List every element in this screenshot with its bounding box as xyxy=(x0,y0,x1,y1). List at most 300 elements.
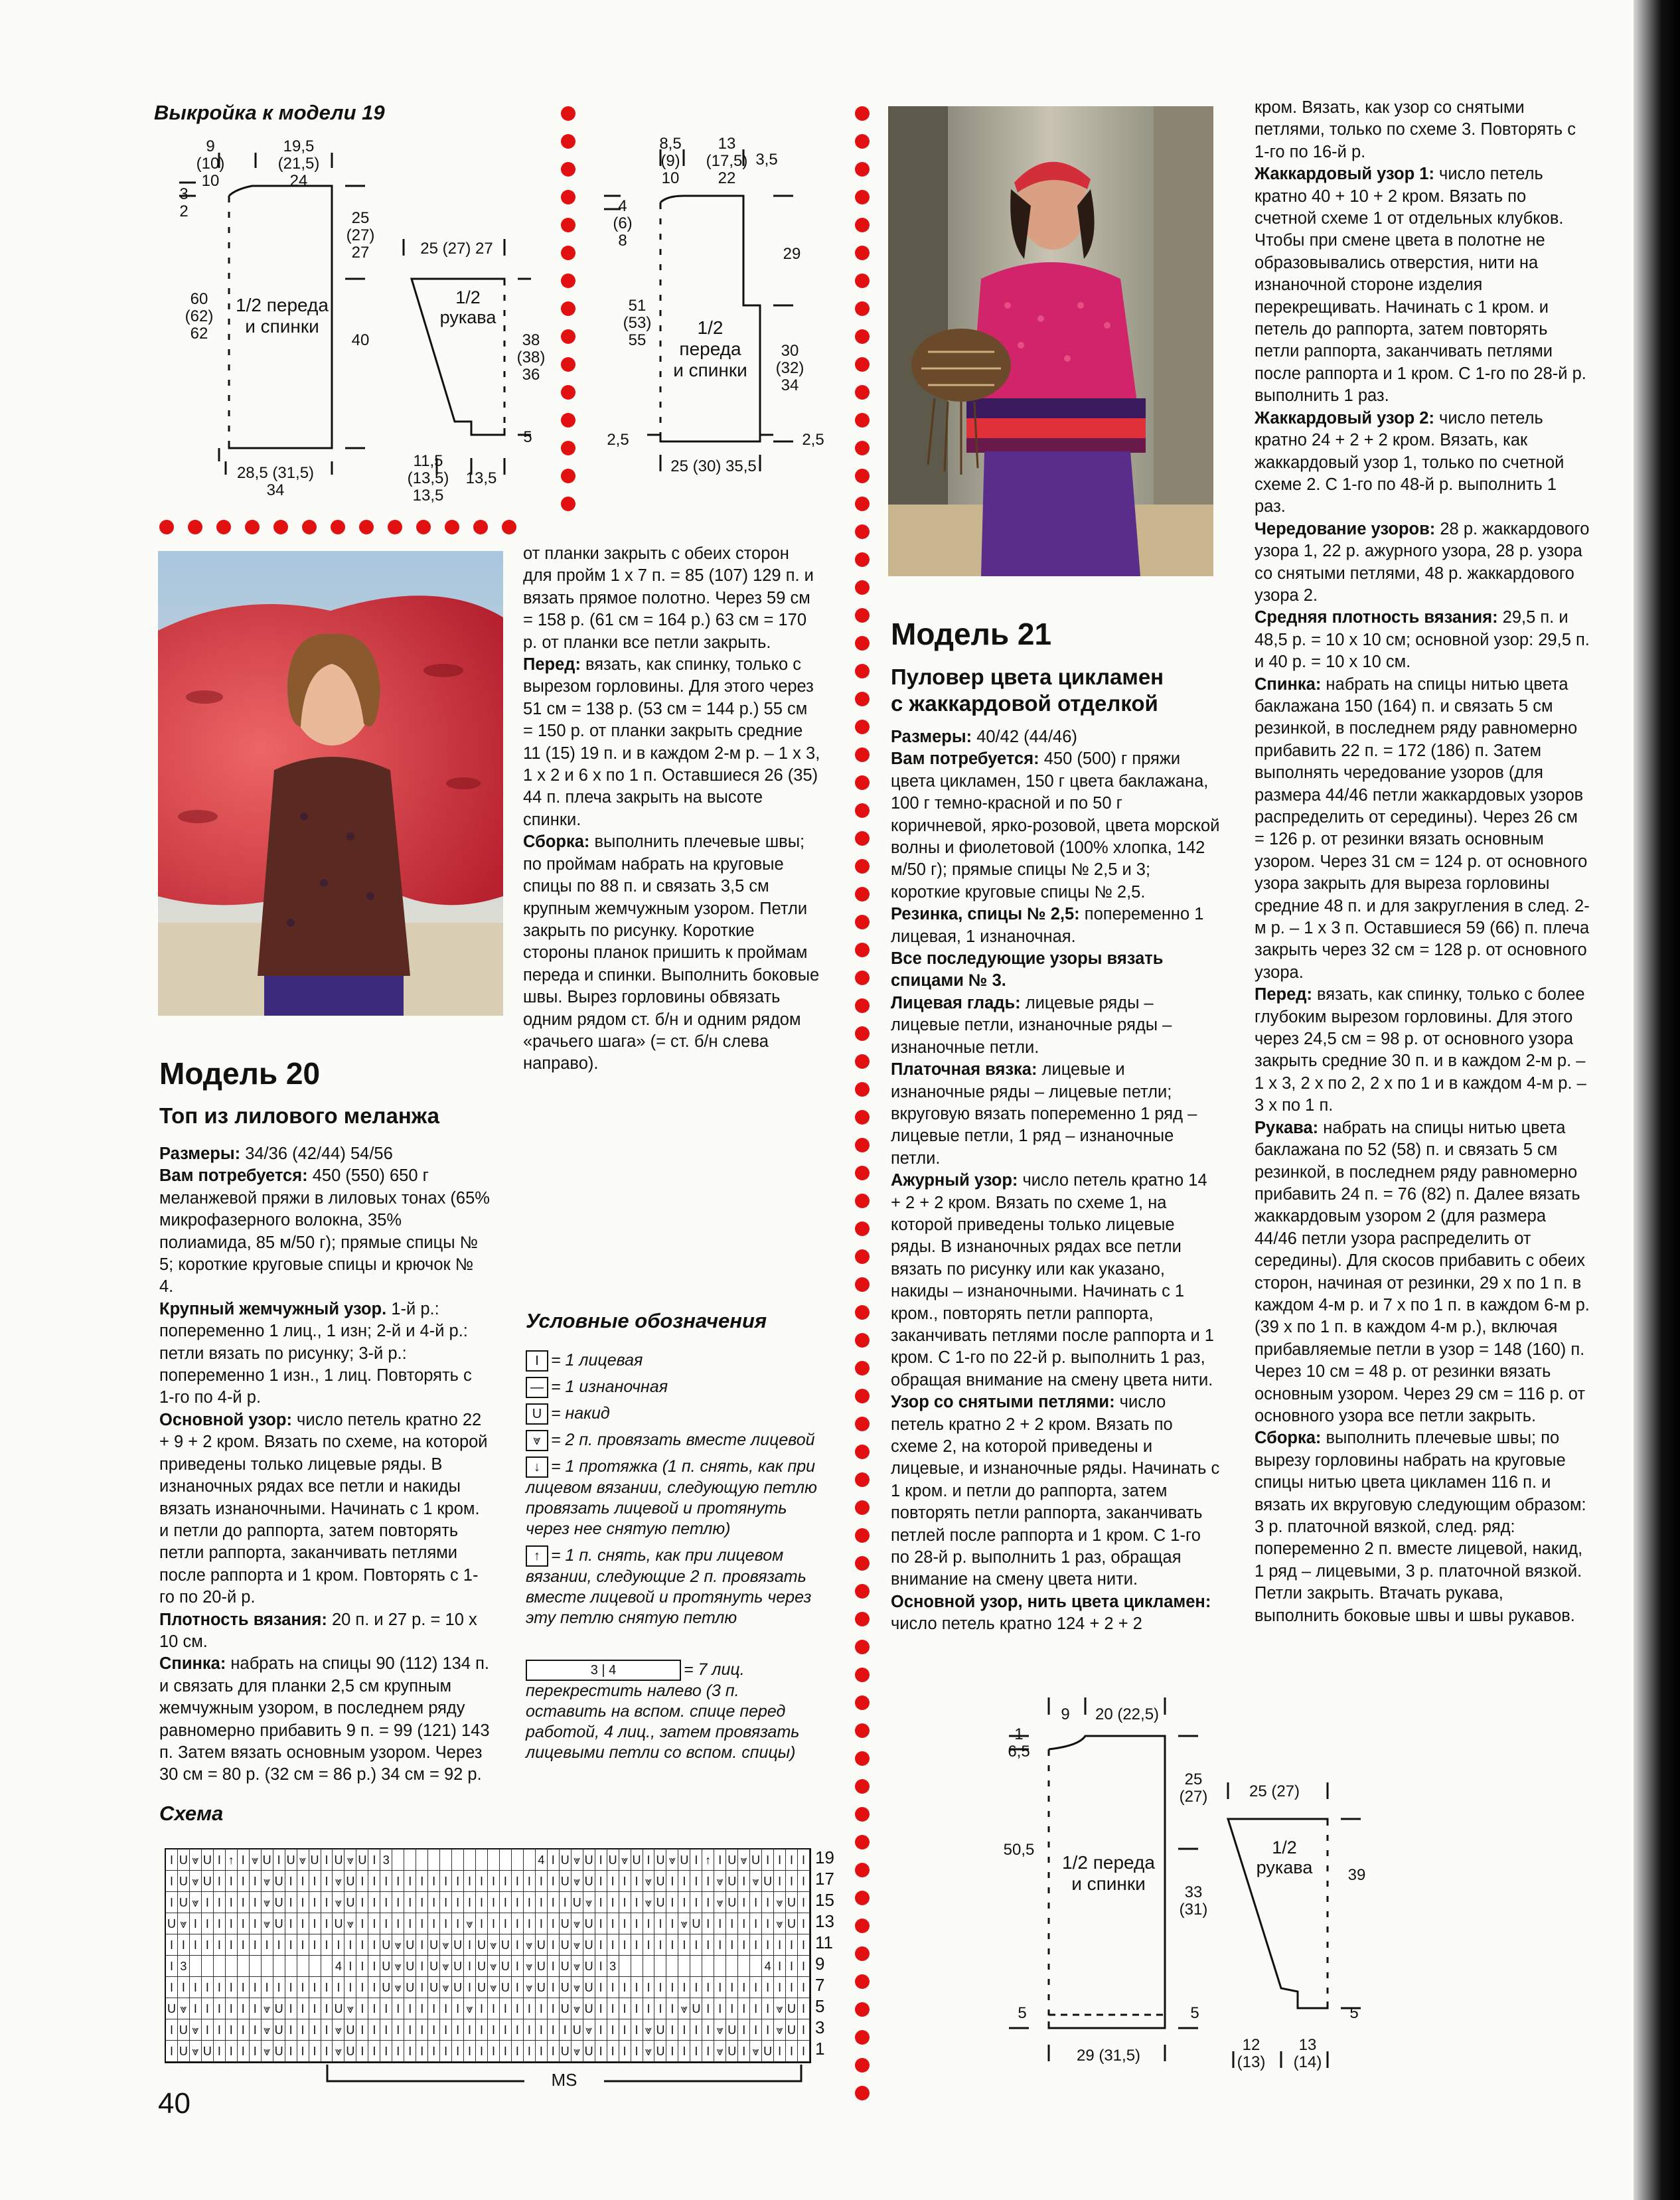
schema-cell: I xyxy=(548,1849,560,1871)
schema-cell xyxy=(488,1849,500,1871)
separator-dot xyxy=(855,1194,870,1208)
schema-cell: I xyxy=(631,1977,643,1998)
schema-cell: ⩔ xyxy=(572,1849,583,1871)
schema-title: Схема xyxy=(159,1802,224,1825)
schema-cell: ⩔ xyxy=(333,1871,344,1892)
schema-cell: U xyxy=(428,1934,440,1956)
schema-cell xyxy=(619,1956,631,1977)
p19-offsets: 3 2 xyxy=(179,185,189,220)
p19b-height-left: 51 (53) 55 xyxy=(623,297,652,349)
schema-cell: I xyxy=(678,1871,690,1892)
schema-cell: ⩔ xyxy=(774,2019,786,2041)
schema-cell: I xyxy=(774,1977,786,1998)
schema-cell: I xyxy=(238,1913,250,1934)
separator-dot xyxy=(855,608,870,623)
schema-cell: I xyxy=(500,1913,512,1934)
schema-cell: U xyxy=(786,1892,798,1913)
schema-cell: I xyxy=(404,2041,416,2062)
schema-cell: I xyxy=(488,2019,500,2041)
schema-cell: I xyxy=(524,2041,536,2062)
schema-cell: I xyxy=(666,1892,678,1913)
schema-cell: U xyxy=(560,1849,572,1871)
legend-item xyxy=(526,1403,824,1425)
separator-dot xyxy=(855,943,870,957)
photo-model-21 xyxy=(888,106,1213,576)
schema-cell: I xyxy=(166,1956,178,1977)
m20c2-p2: Сборка: выполнить плечевые швы; по проймам набрать на круговые спицы по 88 п. и связать 3,5 см крупным жемчужным узором. Петли закрыть по рисунку. Короткие стороны планок пришить к проймам переда и спинки. Выполнить боковые швы. Вырез горловины обвязать одним рядом ст. б/н и одним рядом «рачьего шага» (= ст. б/н слева направо). xyxy=(523,832,820,1073)
schema-cell: I xyxy=(321,1934,333,1956)
separator-dot xyxy=(855,441,870,455)
p19-piece-label: 1/2 переда и спинки xyxy=(236,295,329,337)
schema-cell: ⩔ xyxy=(774,1998,786,2019)
m21c2-p8: Сборка: выполнить плечевые швы; по вырезу горловины набрать на круговые спицы нитью цвета цикламен 116 п. и вязать их вкруговую следующим образом: 3 р. платочной вязкой, след. ряд: попеременно 2 п. вместе лицевой, накид, 1 ряд – лицевыми, 3 р. платочной вязкой. Петли закрыть. Втачать рукава, выполнить боковые швы и швы рукавов. xyxy=(1255,1429,1586,1625)
schema-cell: I xyxy=(607,1998,619,2019)
schema-cell: ⩔ xyxy=(643,2019,655,2041)
m21c1-p7: Узор со снятыми петлями: число петель кратно 2 + 2 кром. Вязать по схеме 2, на которой приведены и лицевые, и изнаночные ряды. Начинать с 1 кром. и петли до раппорта, затем повторять петли раппорта, заканчивать петлей после раппорта и 1 кром. С 1-го по 28-й р. выполнить 1 раз, обращая внимание на смену цвета нити. xyxy=(891,1393,1220,1589)
schema-cell xyxy=(702,1956,714,1977)
separator-dot xyxy=(855,1249,870,1264)
separator-dot xyxy=(445,520,459,534)
schema-cell: U xyxy=(726,2019,738,2041)
schema-cell: I xyxy=(524,1913,536,1934)
schema-cell: I xyxy=(416,1892,428,1913)
p21-hem-left: 5 xyxy=(1018,2004,1027,2022)
schema-cell: I xyxy=(416,1871,428,1892)
schema-cell: I xyxy=(512,1956,524,1977)
separator-dot xyxy=(561,385,575,400)
schema-cell xyxy=(726,1956,738,1977)
schema-cell xyxy=(440,1849,452,1871)
separator-dot xyxy=(502,520,516,534)
schema-cell: ⩔ xyxy=(643,1871,655,1892)
schema-cell: 4 xyxy=(333,1956,344,1977)
schema-cell: I xyxy=(666,1934,678,1956)
p19-sleeve-label: 1/2 рукава xyxy=(439,287,496,327)
schema-cell: I xyxy=(226,1977,238,1998)
schema-row-number: 17 xyxy=(815,1869,834,1889)
schema-cell: I xyxy=(738,1871,750,1892)
schema-cell: U xyxy=(560,1934,572,1956)
schema-cell: U xyxy=(476,1977,488,1998)
schema-cell: I xyxy=(321,1998,333,2019)
schema-cell: ⩔ xyxy=(464,1913,476,1934)
schema-cell: I xyxy=(356,1998,368,2019)
p21-offsets: 1 6,5 xyxy=(1008,1725,1030,1761)
schema-cell: I xyxy=(428,1913,440,1934)
schema-cell: I xyxy=(321,1977,333,1998)
schema-cell: I xyxy=(238,1934,250,1956)
m20c1-p4: Плотность вязания: 20 п. и 27 р. = 10 х 10 см. xyxy=(159,1610,477,1651)
schema-cell: ⩔ xyxy=(524,1977,536,1998)
schema-cell: I xyxy=(344,1934,356,1956)
schema-cell: I xyxy=(380,1913,392,1934)
m21c1-p1: Вам потребуется: 450 (500) г пряжи цвета цикламен, 150 г цвета баклажана, 100 г темно-красной и по 50 г коричневой, ярко-розовой, цвета морской волны и фиолетовой (100% хлопка, 142 м/50 г); прямые спицы № 2,5 и 3; короткие круговые спицы № 2,5. xyxy=(891,749,1220,902)
separator-dot xyxy=(855,1277,870,1292)
schema-cell: I xyxy=(488,1892,500,1913)
schema-cell: ⩔ xyxy=(392,1934,404,1956)
p19-height-right-bottom: 40 xyxy=(351,331,370,349)
schema-cell: I xyxy=(726,1934,738,1956)
schema-cell: I xyxy=(226,1998,238,2019)
schema-cell: I xyxy=(238,1892,250,1913)
schema-cell: ⩔ xyxy=(392,1956,404,1977)
separator-dot xyxy=(855,357,870,372)
schema-cell: I xyxy=(285,1934,297,1956)
schema-cell: I xyxy=(595,2041,607,2062)
schema-cell: 3 xyxy=(178,1956,190,1977)
schema-cell: I xyxy=(166,1977,178,1998)
schema-cell: I xyxy=(202,1892,214,1913)
schema-cell: U xyxy=(536,1956,548,1977)
schema-cell: ⩔ xyxy=(572,1934,583,1956)
schema-cell: I xyxy=(690,2041,702,2062)
schema-cell: I xyxy=(428,2041,440,2062)
model20-subtitle: Топ из лилового меланжа xyxy=(159,1103,439,1128)
schema-cell xyxy=(262,1956,273,1977)
schema-cell: U xyxy=(262,1849,273,1871)
separator-dot xyxy=(561,134,575,149)
separator-dot xyxy=(561,106,575,121)
schema-cell: ⩔ xyxy=(714,1871,726,1892)
schema-cell: U xyxy=(202,2041,214,2062)
schema-cell: I xyxy=(464,1934,476,1956)
schema-cell: U xyxy=(572,2019,583,2041)
schema-cell: I xyxy=(512,2019,524,2041)
schema-cell: I xyxy=(512,1892,524,1913)
schema-cell: U xyxy=(178,2019,190,2041)
schema-cell: I xyxy=(166,1892,178,1913)
schema-cell: U xyxy=(654,1871,666,1892)
schema-cell: I xyxy=(666,1977,678,1998)
schema-cell: I xyxy=(690,2019,702,2041)
schema-cell: I xyxy=(500,2041,512,2062)
separator-dot xyxy=(855,1138,870,1152)
schema-cell: ⩔ xyxy=(750,1871,762,1892)
schema-cell: U xyxy=(452,1956,464,1977)
schema-cell: I xyxy=(726,1977,738,1998)
schema-cell xyxy=(476,1849,488,1871)
schema-cell: I xyxy=(344,1956,356,1977)
schema-cell: U xyxy=(500,1977,512,1998)
p19b-height-right-bottom: 30 (32) 34 xyxy=(775,342,804,394)
schema-cell: I xyxy=(440,2019,452,2041)
separator-dot xyxy=(855,274,870,288)
schema-row-number: 19 xyxy=(815,1847,834,1867)
schema-cell: I xyxy=(238,1871,250,1892)
schema-cell: I xyxy=(714,1913,726,1934)
legend-item xyxy=(526,1456,824,1539)
schema-cell: U xyxy=(690,1998,702,2019)
schema-cell: I xyxy=(798,1934,810,1956)
schema-cell xyxy=(714,1956,726,1977)
schema-cell: ⩔ xyxy=(262,2041,273,2062)
schema-cell: ⩔ xyxy=(333,2041,344,2062)
separator-dot xyxy=(855,915,870,929)
separator-dot xyxy=(855,413,870,428)
schema-cell: I xyxy=(214,1871,226,1892)
p19-height-left: 60 (62) 62 xyxy=(185,290,214,343)
schema-cell: I xyxy=(380,1998,392,2019)
schema-cell: I xyxy=(500,1871,512,1892)
schema-cell: I xyxy=(678,1892,690,1913)
separator-dot xyxy=(855,190,870,204)
legend-text: = 1 протяжка (1 п. снять, как при лицевом вязании, следующую петлю провязать лицевой и протянуть через нее снятую петлю) xyxy=(526,1457,817,1539)
schema-cell: I xyxy=(464,1892,476,1913)
model21-text-col1 xyxy=(891,726,1221,1636)
schema-cell: I xyxy=(666,1913,678,1934)
p21-height-right-top: 25 (27) xyxy=(1179,1770,1208,1806)
schema-cell: I xyxy=(321,1913,333,1934)
schema-cell: I xyxy=(250,2019,262,2041)
schema-cell: I xyxy=(654,1913,666,1934)
schema-cell: I xyxy=(440,2041,452,2062)
m21c2-p0: кром. Вязать, как узор со снятыми петлями, только по схеме 3. Повторять с 1-го по 16-й р. xyxy=(1255,98,1576,161)
schema-cell: ⩔ xyxy=(440,1956,452,1977)
schema-cell: I xyxy=(619,2019,631,2041)
schema-cell: I xyxy=(297,1913,309,1934)
schema-cell: U xyxy=(166,1998,178,2019)
schema-cell: I xyxy=(321,2019,333,2041)
m20c1-p0: Размеры: 34/36 (42/44) 54/56 xyxy=(159,1144,393,1163)
p19-height-right-top: 25 (27) 27 xyxy=(346,209,375,262)
m21c1-p3: Все последующие узоры вязать спицами № 3. xyxy=(891,949,1164,990)
schema-cell: ⩔ xyxy=(190,1892,202,1913)
p19-w2: 19,5 (21,5) 24 xyxy=(277,137,320,190)
schema-cell: U xyxy=(560,1871,572,1892)
separator-dot xyxy=(416,520,431,534)
schema-cell: U xyxy=(309,1849,321,1871)
schema-cell: I xyxy=(774,1934,786,1956)
page-number: 40 xyxy=(158,2087,191,2120)
schema-cell: ⩔ xyxy=(750,2041,762,2062)
schema-cell xyxy=(678,1956,690,1977)
legend-item xyxy=(526,1377,824,1398)
schema-cell: U xyxy=(344,2019,356,2041)
m21c1-p2: Резинка, спицы № 2,5: попеременно 1 лицевая, 1 изнаночная. xyxy=(891,905,1204,946)
schema-cell: I xyxy=(297,1934,309,1956)
schema-cell: I xyxy=(356,1956,368,1977)
schema-cell: U xyxy=(726,1849,738,1871)
schema-cell: I xyxy=(285,1871,297,1892)
p19-sleeve-bottom-2: 13,5 xyxy=(465,469,497,487)
schema-cell: I xyxy=(798,1977,810,1998)
p21-sleeve-cuff: 5 xyxy=(1349,2004,1359,2022)
schema-cell xyxy=(238,1956,250,1977)
p19b-bottom-width: 25 (30) 35,5 xyxy=(670,457,757,475)
schema-cell: I xyxy=(500,2019,512,2041)
schema-cell: I xyxy=(631,1913,643,1934)
schema-cell: I xyxy=(202,2019,214,2041)
schema-cell: U xyxy=(404,1934,416,1956)
schema-cell: I xyxy=(440,1871,452,1892)
schema-cell: I xyxy=(368,1849,380,1871)
schema-cell: I xyxy=(512,1998,524,2019)
schema-cell: U xyxy=(786,2019,798,2041)
schema-cell: ⩔ xyxy=(738,1849,750,1871)
separator-dot xyxy=(855,2002,870,2017)
schema-cell: U xyxy=(572,1892,583,1913)
schema-row-number: 3 xyxy=(815,2017,825,2037)
schema-cell: I xyxy=(714,1849,726,1871)
schema-cell: U xyxy=(166,1913,178,1934)
schema-row-number: 13 xyxy=(815,1911,834,1931)
separator-dot xyxy=(855,859,870,874)
schema-cell: U xyxy=(762,1871,774,1892)
schema-cell: ⩔ xyxy=(774,1892,786,1913)
schema-cell: ⩔ xyxy=(333,1892,344,1913)
legend-text: = 1 лицевая xyxy=(551,1351,643,1370)
p21-sleeve-bottom-1: 12 (13) xyxy=(1237,2036,1266,2071)
schema-cell: ⩔ xyxy=(524,1934,536,1956)
schema-cell: I xyxy=(619,1892,631,1913)
separator-dot xyxy=(561,441,575,455)
schema-cell: ⩔ xyxy=(344,1849,356,1871)
p19b-w3: 3,5 xyxy=(755,151,778,169)
schema-cell xyxy=(643,1956,655,1977)
separator-dot xyxy=(188,520,202,534)
schema-cell: ↑ xyxy=(226,1849,238,1871)
schema-cell: I xyxy=(786,1934,798,1956)
legend-item xyxy=(526,1350,824,1372)
schema-cell: I xyxy=(548,1913,560,1934)
schema-cell: I xyxy=(392,1871,404,1892)
schema-cell xyxy=(750,1956,762,1977)
schema-cell: I xyxy=(536,2019,548,2041)
schema-cell: I xyxy=(738,1998,750,2019)
schema-cell: I xyxy=(250,1998,262,2019)
schema-cell: I xyxy=(356,2019,368,2041)
schema-cell: I xyxy=(368,1956,380,1977)
separator-dot xyxy=(855,1695,870,1710)
schema-cell: I xyxy=(368,1998,380,2019)
schema-cell: I xyxy=(250,1977,262,1998)
schema-cell: ⩔ xyxy=(714,1892,726,1913)
schema-cell: I xyxy=(464,2019,476,2041)
schema-cell: I xyxy=(285,1892,297,1913)
schema-cell: I xyxy=(666,1871,678,1892)
m21c2-p1: Жаккардовый узор 1: число петель кратно 40 + 10 + 2 кром. Вязать по счетной схеме 1 от отдельных клубков. Чтобы при смене цвета в полотне не образовывались отверстия, нити на изнаночной стороне изделия перекрещивать. Начинать с 1 кром. и петель до раппорта, затем повторять петли раппорта, заканчивать петлями после раппорта и 1 кром. С 1-го по 28-й р. выполнить 1 раз. xyxy=(1255,165,1586,406)
schema-cell: U xyxy=(380,1956,392,1977)
schema-cell: ⩔ xyxy=(178,1998,190,2019)
schema-cell: I xyxy=(262,1934,273,1956)
schema-cell: I xyxy=(702,1998,714,2019)
schema-cell: I xyxy=(380,1871,392,1892)
schema-cell xyxy=(404,1849,416,1871)
schema-cell: I xyxy=(333,1977,344,1998)
schema-row-number: 15 xyxy=(815,1890,834,1910)
schema-cell: 3 xyxy=(607,1956,619,1977)
schema-cell: U xyxy=(273,1871,285,1892)
schema-cell: I xyxy=(595,1913,607,1934)
schema-cell: U xyxy=(726,2041,738,2062)
schema-cell: I xyxy=(798,1892,810,1913)
schema-cell: I xyxy=(702,1871,714,1892)
separator-dot xyxy=(855,1974,870,1989)
schema-cell: U xyxy=(333,1998,344,2019)
schema-cell: I xyxy=(619,1913,631,1934)
schema-cell xyxy=(666,1956,678,1977)
schema-cell: ⩔ xyxy=(643,1892,655,1913)
schema-cell: I xyxy=(750,2019,762,2041)
schema-cell: I xyxy=(416,1977,428,1998)
schema-cell: U xyxy=(476,1934,488,1956)
schema-cell: I xyxy=(428,1892,440,1913)
schema-cell: I xyxy=(762,1977,774,1998)
schema-cell: I xyxy=(226,2041,238,2062)
schema-cell: U xyxy=(273,2041,285,2062)
m21c1-p8: Основной узор, нить цвета цикламен: число петель кратно 124 + 2 + 2 xyxy=(891,1592,1211,1634)
separator-dot xyxy=(855,385,870,400)
schema-cell: U xyxy=(452,1977,464,1998)
schema-cell: I xyxy=(464,1977,476,1998)
schema-cell: I xyxy=(452,1998,464,2019)
schema-cell: I xyxy=(452,2041,464,2062)
schema-cell: I xyxy=(738,1892,750,1913)
schema-cell: I xyxy=(226,1871,238,1892)
schema-cell: I xyxy=(666,1998,678,2019)
p21-height-right-bottom: 33 (31) xyxy=(1179,1883,1208,1919)
schema-cell: I xyxy=(250,1871,262,1892)
p19-sleeve-height: 38 (38) 36 xyxy=(516,331,546,384)
schema-row-number: 11 xyxy=(815,1932,833,1952)
schema-cell: I xyxy=(726,1913,738,1934)
schema-cell: I xyxy=(309,1892,321,1913)
schema-cell: U xyxy=(273,2019,285,2041)
schema-cell: I xyxy=(368,1913,380,1934)
schema-cell: I xyxy=(178,1934,190,1956)
schema-cell: I xyxy=(214,1934,226,1956)
p21-sleeve-top: 25 (27) xyxy=(1249,1782,1300,1800)
separator-dot xyxy=(855,1389,870,1403)
m21c2-p4: Средняя плотность вязания: 29,5 п. и 48,5 р. = 10 х 10 см; основной узор: 29,5 п. и 40 р. = 10 х 10 см. xyxy=(1255,608,1590,672)
schema-cell: U xyxy=(583,1956,595,1977)
schema-cell: I xyxy=(786,1956,798,1977)
legend-symbol: U xyxy=(526,1403,548,1425)
schema-cell: I xyxy=(368,1892,380,1913)
schema-cell: ⩔ xyxy=(619,1849,631,1871)
schema-cell: I xyxy=(619,1934,631,1956)
schema-cell: I xyxy=(309,1977,321,1998)
schema-cell: ⩔ xyxy=(572,2041,583,2062)
schema-cell xyxy=(452,1849,464,1871)
schema-cell xyxy=(428,1849,440,1871)
separator-dot xyxy=(855,2086,870,2100)
separator-dot xyxy=(855,1054,870,1069)
schema-cell: ⩔ xyxy=(643,2041,655,2062)
schema-cell: ⩔ xyxy=(678,1913,690,1934)
pattern19-title: Выкройка к модели 19 xyxy=(154,101,385,124)
schema-cell: U xyxy=(583,1998,595,2019)
separator-dot xyxy=(855,1751,870,1766)
schema-cell: I xyxy=(548,1892,560,1913)
schema-cell: I xyxy=(643,1849,655,1871)
p19b-offsets: 4 (6) 8 xyxy=(613,197,633,250)
schema-cell: I xyxy=(666,2041,678,2062)
schema-cell: I xyxy=(392,2019,404,2041)
schema-cell: I xyxy=(762,1892,774,1913)
schema-cell: I xyxy=(488,2041,500,2062)
schema-cell: I xyxy=(368,1871,380,1892)
legend-text: = 2 п. провязать вместе лицевой xyxy=(551,1431,815,1449)
schema-cell: U xyxy=(750,1849,762,1871)
schema-cell: I xyxy=(202,1913,214,1934)
schema-cell: I xyxy=(285,1977,297,1998)
schema-cell: I xyxy=(738,1934,750,1956)
schema-cell: I xyxy=(285,1998,297,2019)
schema-cell: I xyxy=(226,1892,238,1913)
separator-dot xyxy=(855,1026,870,1041)
schema-cell: I xyxy=(548,1871,560,1892)
